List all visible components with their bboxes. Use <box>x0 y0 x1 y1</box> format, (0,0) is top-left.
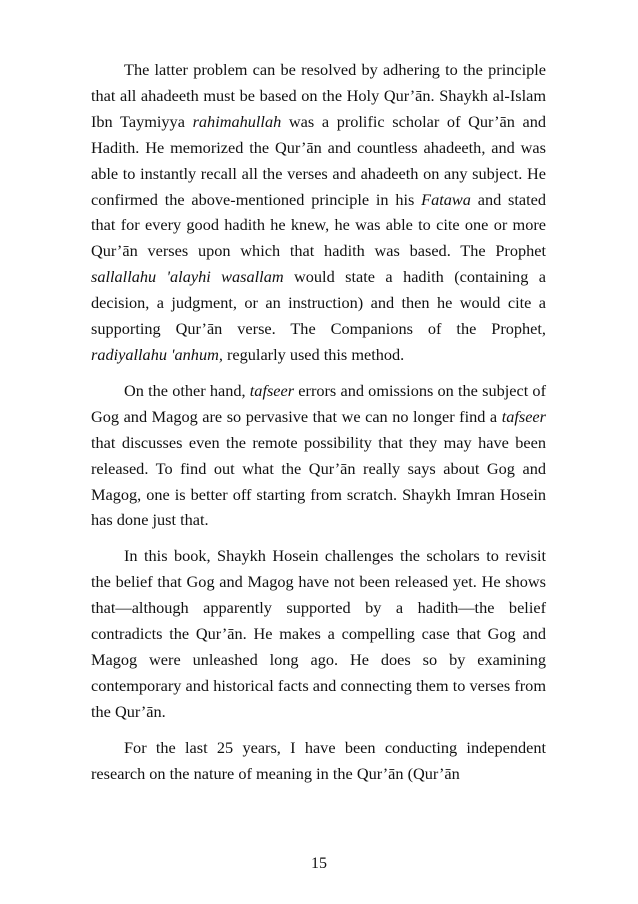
text-segment: would state a hadith (containing a decision, a judgment, or an instruction) and then he would cite a supporting Qur’ān verse. The Companions of the Prophet, <box>91 267 546 339</box>
text-segment: The latter problem can be resolved by adhering to the principle that all ahadeeth must be based on the Holy Qur’ān. Shaykh al-Islam Ibn Taymiyya <box>91 60 546 131</box>
paragraph-ibn-taymiyya <box>91 57 546 368</box>
text-segment: was a prolific scholar of Qur’ān and Hadith. He memorized the Qur’ān and countless ahadeeth, and was able to instantly recall all the verses and ahadeeth on any subject. He confirmed the above-mentioned principle in his <box>91 111 547 209</box>
text-segment: errors and omissions on the subject of Gog and Magog are so pervasive that we can no longer find a <box>91 380 546 426</box>
paragraph-book-summary <box>91 543 546 724</box>
text-segment: that discusses even the remote possibility that they may have been released. To find out what the Qur’ān really says about Gog and Magog, one is better off starting from scratch. Shaykh Imran Hosein has done just that. <box>91 432 546 530</box>
italic-term: tafseer <box>249 380 295 400</box>
body-text <box>91 57 546 796</box>
text-segment: In this book, Shaykh Hosein challenges the scholars to revisit the belief that Gog and Magog have not been released yet. He shows that—although apparently supported by a hadith—the belief contradicts the Qur’ān. He makes a compelling case that Gog and Magog were unleashed long ago. He does so by examining contemporary and historical facts and connecting them to verses from the Qur’ān. <box>91 546 546 721</box>
paragraph-research <box>91 735 546 787</box>
page-number: 15 <box>311 855 327 872</box>
paragraph-tafseer-errors <box>91 378 546 533</box>
text-segment: regularly used this method. <box>222 344 405 364</box>
text-segment: On the other hand, <box>124 380 250 400</box>
text-segment: For the last 25 years, I have been conducting independent research on the nature of meaning in the Qur’ān (Qur’ān <box>91 737 546 783</box>
text-segment: and stated that for every good hadith he knew, he was able to cite one or more Qur’ān verses upon which that hadith was based. The Prophet <box>91 189 547 261</box>
italic-term: radiyallahu 'anhum, <box>91 344 223 364</box>
italic-term: tafseer <box>501 406 546 426</box>
italic-term: sallallahu 'alayhi wasallam <box>91 267 284 287</box>
italic-term: Fatawa <box>421 189 471 209</box>
italic-term: rahimahullah <box>192 111 282 131</box>
